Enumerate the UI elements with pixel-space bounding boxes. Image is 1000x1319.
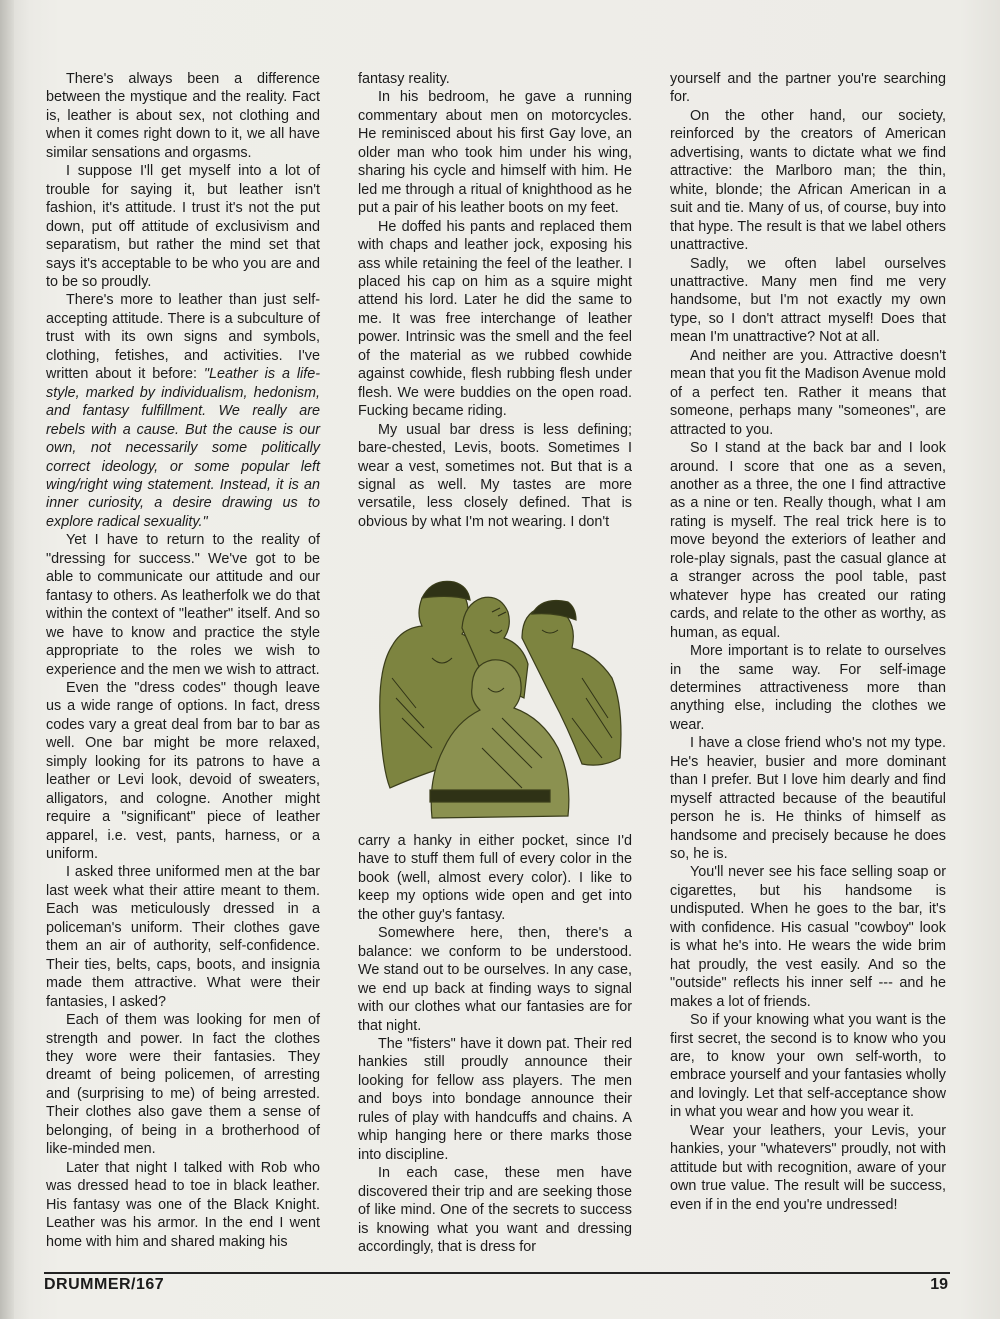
paragraph: Later that night I talked with Rob who was dressed head to toe in black leather. His fantasy was one of the Black Knight. Leather was his armor. In the end I went home with him and shared making his (46, 1159, 320, 1250)
paragraph: Sadly, we often label ourselves unattractive. Many men find me very handsome, but I'm not exactly my own type, so I don't attract myself! Does that mean I'm unattractive? Not at all. (670, 255, 946, 346)
paragraph: There's always been a difference between the mystique and the reality. Fact is, leather is about sex, not clothing and when it comes right down to it, we all have similar sensations and orgasms. (46, 71, 320, 161)
illustration-svg (372, 568, 628, 826)
paragraph: So if your knowing what you want is the first secret, the second is to know who you are, to know your own self-worth, to embrace yourself and your fantasies wholly and lovingly. Let that self-acceptance show in what you wear and how you wear it. (670, 1012, 946, 1121)
paragraph: He doffed his pants and replaced them with chaps and leather jock, exposing his ass while retaining the feel of the leather. I placed his cap on him as a squire might attend his lord. Later he did the same to me. It was free interchange of leather power. Intrinsic was the smell and the feel of the material as we rubbed cowhide against cowhide, flesh rubbing flesh under flesh. We were buddies on the open road. Fucking became riding. (358, 218, 632, 420)
magazine-issue-label: DRUMMER/167 (44, 1276, 165, 1293)
article-column-2-bottom (358, 832, 632, 1256)
paragraph: In each case, these men have discovered their trip and are seeking those of like mind. One of the secrets to success is knowing what you want and dressing accordingly, that is dress for (358, 1165, 632, 1255)
paragraph: You'll never see his face selling soap or cigarettes, but his handsome is undisputed. When he goes to the bar, it's with confidence. His casual "cowboy" look is what he's into. He wears the wide brim hat proudly, the vest easily. And so the "outside" reflects his inner self --- and he makes a lot of friends. (670, 864, 946, 1010)
paragraph: The "fisters" have it down pat. Their red hankies still proudly announce their looking for fellow ass players. The men and boys into bondage announce their rules of play with handcuffs and chains. A whip hanging here or there marks those into discipline. (358, 1035, 632, 1163)
paragraph: fantasy reality. (358, 71, 450, 87)
paragraph: So I stand at the back bar and I look around. I score that one as a seven, another as a three, the one I find attractive as a nine or ten. Really though, what I am rating is myself. The real trick here is to move beyond the exteriors of leather and role-play signals, past the casual glance at a stranger across the pool table, past whatever hype has created our rating cards, and relate to the other as worthy, as human, as equal. (670, 440, 946, 641)
paragraph: On the other hand, our society, reinforced by the creators of American advertising, wants to dictate what we find attractive: the Marlboro man; the thin, white, blonde; the African American in a suit and tie. Many of us, of course, buy into that hype. The result is that we label others unattractive. (670, 107, 946, 254)
paragraph: Each of them was looking for men of strength and power. In fact the clothes they wore were their fantasies. They dreamt of being policemen, of arresting and (surprising to me) of being arrested. Their clothes also gave them a sense of belonging, of being in a brotherhood of like-minded men. (46, 1012, 320, 1158)
page-number: 19 (930, 1276, 948, 1293)
paragraph: Yet I have to return to the reality of "dressing for success." We've got to be able to communicate our attitude and our fantasy to others. As leatherfolk we do that within the context of "leather" itself. And so we have to know and practice the style appropriate to the roles we wish to experience and the men we wish to attract. (46, 532, 320, 678)
illustration-leathermen-group-icon (372, 568, 628, 826)
italic-quote: "Leather is a life-style, marked by individualism, hedonism, and fantasy fulfillment. We really are rebels with a cause. But the cause is our own, not necessarily some politically correct ideology, or some popular left wing/right wing statement. Instead, it is an inner curiosity, a desire drawing us to explore radical sexuality." (46, 366, 321, 530)
footer-rule (44, 1272, 950, 1274)
paragraph: In his bedroom, he gave a running commentary about men on motorcycles. He reminisced about his first Gay love, an older man who took him under his wing, sharing his cycle and himself with him. He led me through a ritual of knighthood as he put a pair of his leather boots on my feet. (358, 89, 632, 217)
paragraph: I suppose I'll get myself into a lot of trouble for saying it, but leather isn't fashion, it's attitude. I trust it's not the put down, put off attitude of exclusivism and separatism, but rather the mind set that says it's acceptable to be who you are and to be so proudly. (46, 163, 320, 290)
article-column-1 (46, 70, 320, 1251)
page-spine-shadow (0, 0, 14, 1319)
article-column-3 (670, 70, 946, 1214)
paragraph: Wear your leathers, your Levis, your hankies, your "whatevers" proudly, not with attitude but with recognition, aware of your own true value. The result will be success, even if in the end you're undressed! (670, 1122, 946, 1213)
paragraph-text: There's more to leather than just self-accepting attitude. There is a subculture of trust with its own signs and symbols, clothing, fetishes, and activities. I've written about it before: (46, 292, 320, 383)
paragraph: My usual bar dress is less defining; bare-chested, Levis, boots. Sometimes I wear a vest, sometimes not. But that is a signal as well. My tastes are more versatile, less closely defined. That is obvious by what I'm not wearing. I don't (358, 421, 632, 530)
article-column-2-top (358, 70, 632, 531)
paragraph: More important is to relate to ourselves in the same way. For self-image determines attractiveness more than anything else, including the clothes we wear. (670, 643, 946, 733)
paragraph (46, 291, 320, 531)
paragraph: carry a hanky in either pocket, since I'd have to stuff them full of every color in the book (well, almost every color). I like to keep my options wide open and get into the other guy's fantasy. (358, 833, 632, 923)
paragraph: And neither are you. Attractive doesn't mean that you fit the Madison Avenue mold of a perfect ten. Rather it means that someone, perhaps many "someones", are attracted to you. (670, 347, 946, 438)
paragraph: I have a close friend who's not my type. He's heavier, busier and more dominant than I prefer. But I love him dearly and find myself attracted because of the beautiful person he is. He thinks of himself as handsome and precisely because he does so, he is. (670, 735, 946, 863)
paragraph: Somewhere here, then, there's a balance: we conform to be understood. We stand out to be ourselves. In any case, we end up back at finding ways to signal with our clothes what our fantasies are for that night. (358, 925, 632, 1034)
paragraph: I asked three uniformed men at the bar last week what their attire meant to them. Each was meticulously dressed in a policeman's uniform. Their clothes gave them an air of authority, self-confidence. Their ties, belts, caps, boots, and insignia made them attractive. What were their fantasies, I asked? (46, 864, 320, 1010)
paragraph: yourself and the partner you're searching for. (670, 71, 946, 106)
paragraph: Even the "dress codes" though leave us a wide range of options. In fact, dress codes vary a great deal from bar to bar as well. One bar might be more relaxed, simply looking for its patrons to have a leather or Levi look, devoid of sweaters, alligators, and cologne. Another might require a "significant" piece of leather apparel, i.e. vest, pants, harness, or a uniform. (46, 679, 320, 863)
